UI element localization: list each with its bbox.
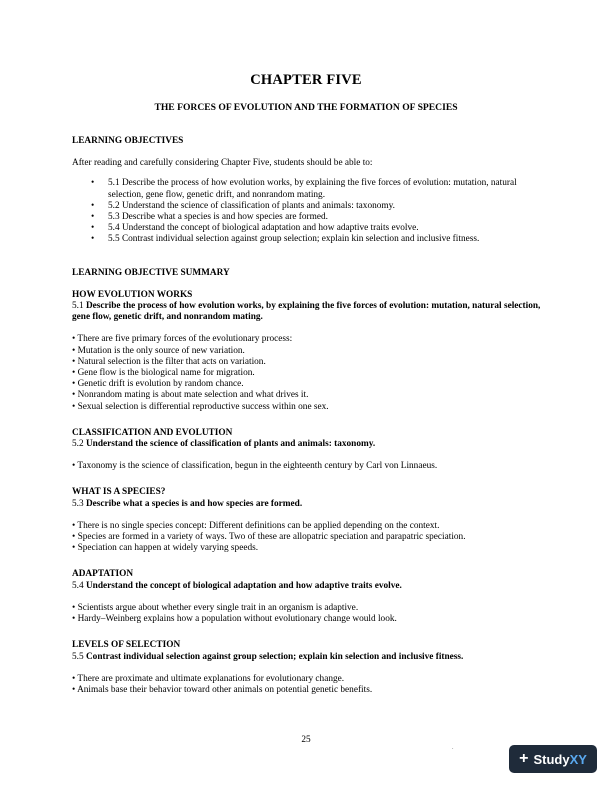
section-bullet: • Mutation is the only source of new variation. bbox=[72, 345, 245, 356]
brand-logo-text bbox=[533, 752, 586, 767]
list-item: • 5.4 Understand the concept of biological adaptation and how adaptive traits evolve. bbox=[91, 223, 419, 234]
section-objective: 5.2 Understand the science of classification of plants and animals: taxonomy. bbox=[72, 439, 376, 450]
section-bullet: • Gene flow is the biological name for migration. bbox=[72, 368, 255, 379]
summary-section-classification bbox=[72, 428, 542, 473]
summary-section-levels-of-selection bbox=[72, 640, 542, 696]
learning-objectives-heading: LEARNING OBJECTIVES bbox=[72, 136, 184, 146]
section-heading: ADAPTATION bbox=[72, 569, 134, 580]
bullet-icon: • bbox=[91, 234, 95, 245]
studyxy-badge[interactable] bbox=[509, 745, 597, 773]
section-bullet: • Hardy–Weinberg explains how a population without evolutionary change would look. bbox=[72, 614, 397, 625]
section-bullet: • Nonrandom mating is about mate selection and what drives it. bbox=[72, 390, 309, 401]
bullet-icon: • bbox=[91, 200, 95, 211]
section-objective: 5.4 Understand the concept of biological adaptation and how adaptive traits evolve. bbox=[72, 580, 402, 591]
learning-objectives-intro: After reading and carefully considering Chapter Five, students should be able to: bbox=[72, 158, 373, 169]
section-bullet: • Speciation can happen at widely varying speeds. bbox=[72, 543, 259, 554]
document-body bbox=[72, 136, 542, 696]
list-item: • 5.2 Understand the science of classification of plants and animals: taxonomy. bbox=[91, 200, 396, 211]
section-objective: 5.3 Describe what a species is and how species are formed. bbox=[72, 498, 303, 509]
section-bullet: • Natural selection is the filter that acts on variation. bbox=[72, 356, 266, 367]
brand-study-text: Study bbox=[533, 751, 570, 767]
section-objective: 5.1 Describe the process of how evolution works, by explaining the five forces of evolution: mutation, natural selection, gene flow, genetic drift, and nonrandom mating. bbox=[72, 301, 541, 323]
list-item: • 5.1 Describe the process of how evolution works, by explaining the five forces of evolution: mutation, natural selection, gene flow, genetic drift, and nonrandom mating. bbox=[91, 178, 517, 200]
section-objective: 5.5 Contrast individual selection against group selection; explain kin selection and inclusive fitness. bbox=[72, 651, 464, 662]
summary-heading: LEARNING OBJECTIVE SUMMARY bbox=[72, 267, 230, 278]
section-bullet: • There are proximate and ultimate explanations for evolutionary change. bbox=[72, 673, 345, 684]
section-heading: WHAT IS A SPECIES? bbox=[72, 487, 166, 498]
page-mark: . bbox=[452, 745, 454, 751]
bullet-icon: • bbox=[91, 212, 95, 223]
section-bullet: • Scientists argue about whether every single trait in an organism is adaptive. bbox=[72, 602, 359, 613]
list-item: • 5.5 Contrast individual selection against group selection; explain kin selection and inclusive fitness. bbox=[91, 234, 480, 245]
section-heading: CLASSIFICATION AND EVOLUTION bbox=[72, 427, 233, 438]
section-bullet: • Taxonomy is the science of classification, begun in the eighteenth century by Carl von Linnaeus. bbox=[72, 461, 438, 472]
brand-xy-text: XY bbox=[569, 751, 587, 767]
plus-icon: + bbox=[519, 750, 529, 767]
page-number: 25 bbox=[301, 735, 311, 745]
section-bullet: • Animals base their behavior toward other animals on potential genetic benefits. bbox=[72, 684, 373, 695]
chapter-title: CHAPTER FIVE bbox=[250, 72, 362, 88]
section-bullet: • Genetic drift is evolution by random chance. bbox=[72, 379, 244, 390]
section-bullet: • Sexual selection is differential reproductive success within one sex. bbox=[72, 401, 329, 412]
summary-section-what-is-a-species bbox=[72, 487, 542, 554]
summary-section-adaptation bbox=[72, 569, 542, 625]
learning-objectives-list bbox=[72, 178, 542, 245]
chapter-subtitle: THE FORCES OF EVOLUTION AND THE FORMATION OF SPECIES bbox=[154, 102, 458, 113]
list-item: • 5.3 Describe what a species is and how species are formed. bbox=[91, 212, 328, 223]
section-bullet: • Species are formed in a variety of ways. Two of these are allopatric speciation and parapatric speciation. bbox=[72, 532, 466, 543]
section-bullet: • There are five primary forces of the evolutionary process: bbox=[72, 334, 293, 345]
bullet-icon: • bbox=[91, 223, 95, 234]
section-bullet: • There is no single species concept: Different definitions can be applied depending on the context. bbox=[72, 520, 440, 531]
bullet-icon: • bbox=[91, 178, 95, 189]
section-heading: HOW EVOLUTION WORKS bbox=[72, 289, 193, 300]
summary-section-how-evolution-works bbox=[72, 290, 542, 413]
section-heading: LEVELS OF SELECTION bbox=[72, 640, 181, 651]
